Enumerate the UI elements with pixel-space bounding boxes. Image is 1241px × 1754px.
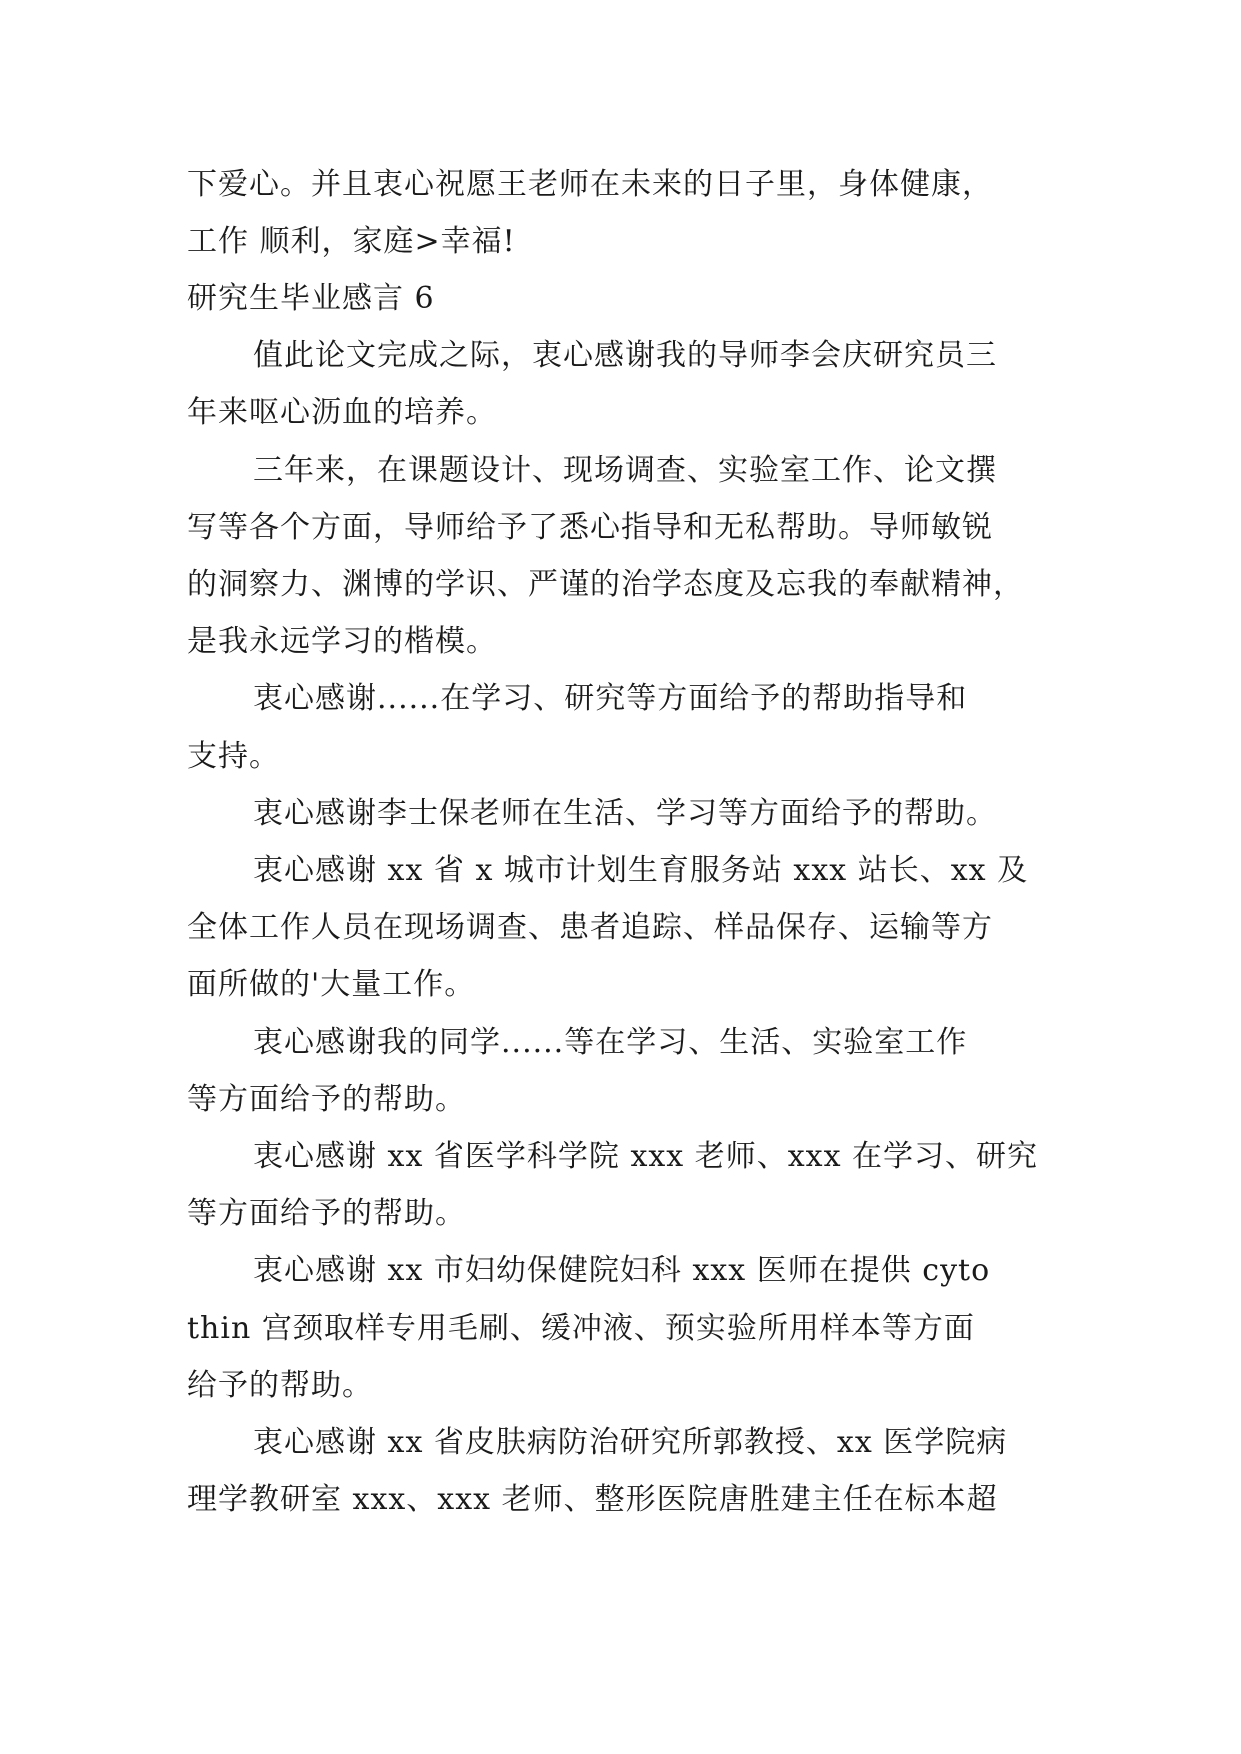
text-line: 等方面给予的帮助。 (187, 1196, 466, 1231)
text-line: 面所做的'大量工作。 (187, 967, 476, 1002)
text-line: 理学教研室 xxx、xxx 老师、整形医院唐胜建主任在标本超 (187, 1482, 998, 1517)
text-line: 支持。 (187, 739, 280, 774)
text-line: 值此论文完成之际，衷心感谢我的导师李会庆研究员三 (253, 338, 997, 373)
text-line: thin 宫颈取样专用毛刷、缓冲液、预实验所用样本等方面 (187, 1311, 975, 1346)
text-line: 下爱心。并且衷心祝愿王老师在未来的日子里，身体健康， (187, 167, 993, 202)
text-line: 等方面给予的帮助。 (187, 1082, 466, 1117)
text-line: 给予的帮助。 (187, 1368, 373, 1403)
text-line: 衷心感谢 xx 省医学科学院 xxx 老师、xxx 在学习、研究 (253, 1139, 1039, 1174)
text-line: 衷心感谢 xx 市妇幼保健院妇科 xxx 医师在提供 cyto (253, 1253, 991, 1288)
text-line: 衷心感谢 xx 省皮肤病防治研究所郭教授、xx 医学院病 (253, 1425, 1008, 1460)
text-line: 写等各个方面，导师给予了悉心指导和无私帮助。导师敏锐 (187, 510, 993, 545)
text-line: 衷心感谢......在学习、研究等方面给予的帮助指导和 (253, 681, 968, 716)
text-line: 衷心感谢李士保老师在生活、学习等方面给予的帮助。 (253, 796, 997, 831)
section-heading: 研究生毕业感言 6 (187, 281, 435, 316)
text-line: 衷心感谢 xx 省 x 城市计划生育服务站 xxx 站长、xx 及 (253, 853, 1029, 888)
text-line: 全体工作人员在现场调查、患者追踪、样品保存、运输等方 (187, 910, 993, 945)
text-line: 衷心感谢我的同学......等在学习、生活、实验室工作 (253, 1025, 968, 1060)
text-line: 三年来，在课题设计、现场调查、实验室工作、论文撰 (253, 453, 997, 488)
text-line: 的洞察力、渊博的学识、严谨的治学态度及忘我的奉献精神， (187, 567, 1024, 602)
text-line: 是我永远学习的楷模。 (187, 624, 497, 659)
text-line: 年来呕心沥血的培养。 (187, 395, 497, 430)
text-line: 工作 顺利，家庭>幸福! (187, 224, 516, 259)
